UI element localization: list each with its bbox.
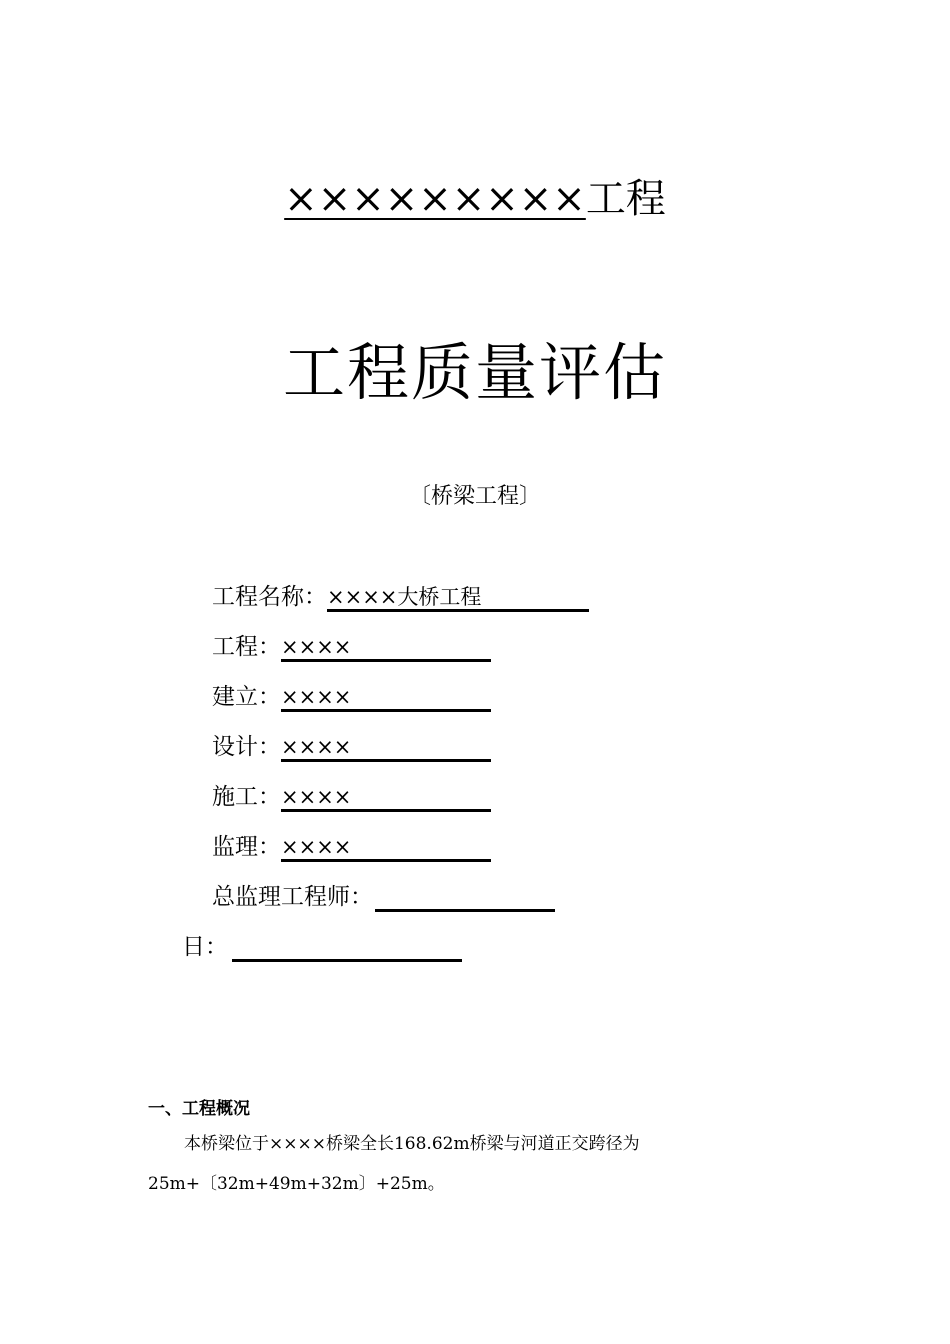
section-paragraph-line-1: 本桥梁位于××××桥梁全长168.62m桥梁与河道正交跨径为 bbox=[184, 1134, 640, 1154]
info-row-supervision bbox=[212, 830, 491, 864]
project-field: ×××× bbox=[281, 634, 491, 662]
design-label: 设计： bbox=[212, 734, 281, 760]
project-name-field: ××××大桥工程 bbox=[327, 584, 589, 612]
info-row-design bbox=[212, 730, 491, 764]
construction-label: 施工： bbox=[212, 784, 281, 810]
chief-engineer-label: 总监理工程师： bbox=[212, 884, 373, 910]
info-row-construction bbox=[212, 780, 491, 814]
date-field bbox=[232, 934, 462, 962]
supervision-field: ×××× bbox=[281, 834, 491, 862]
section-heading: 一、工程概况 bbox=[148, 1099, 250, 1119]
info-row-project bbox=[212, 630, 491, 664]
project-title-suffix: 工程 bbox=[585, 176, 666, 222]
date-label: 日： bbox=[182, 934, 228, 960]
info-row-build bbox=[212, 680, 491, 714]
info-row-chief-engineer bbox=[212, 880, 555, 914]
build-field: ×××× bbox=[281, 684, 491, 712]
info-row-project-name bbox=[212, 580, 589, 614]
page-subtitle: 〔桥梁工程〕 bbox=[408, 484, 541, 509]
info-row-date bbox=[182, 930, 462, 964]
section-paragraph-line-2: 25m+〔32m+49m+32m〕+25m。 bbox=[148, 1174, 445, 1194]
project-name-placeholder: ××××××××× bbox=[284, 176, 586, 222]
construction-field: ×××× bbox=[281, 784, 491, 812]
project-title-line bbox=[0, 172, 950, 226]
design-field: ×××× bbox=[281, 734, 491, 762]
build-label: 建立： bbox=[212, 684, 281, 710]
page-title: 工程质量评估 bbox=[282, 336, 667, 409]
supervision-label: 监理： bbox=[212, 834, 281, 860]
project-name-label: 工程名称： bbox=[212, 584, 327, 610]
chief-engineer-field bbox=[375, 884, 555, 912]
project-label: 工程： bbox=[212, 634, 281, 660]
